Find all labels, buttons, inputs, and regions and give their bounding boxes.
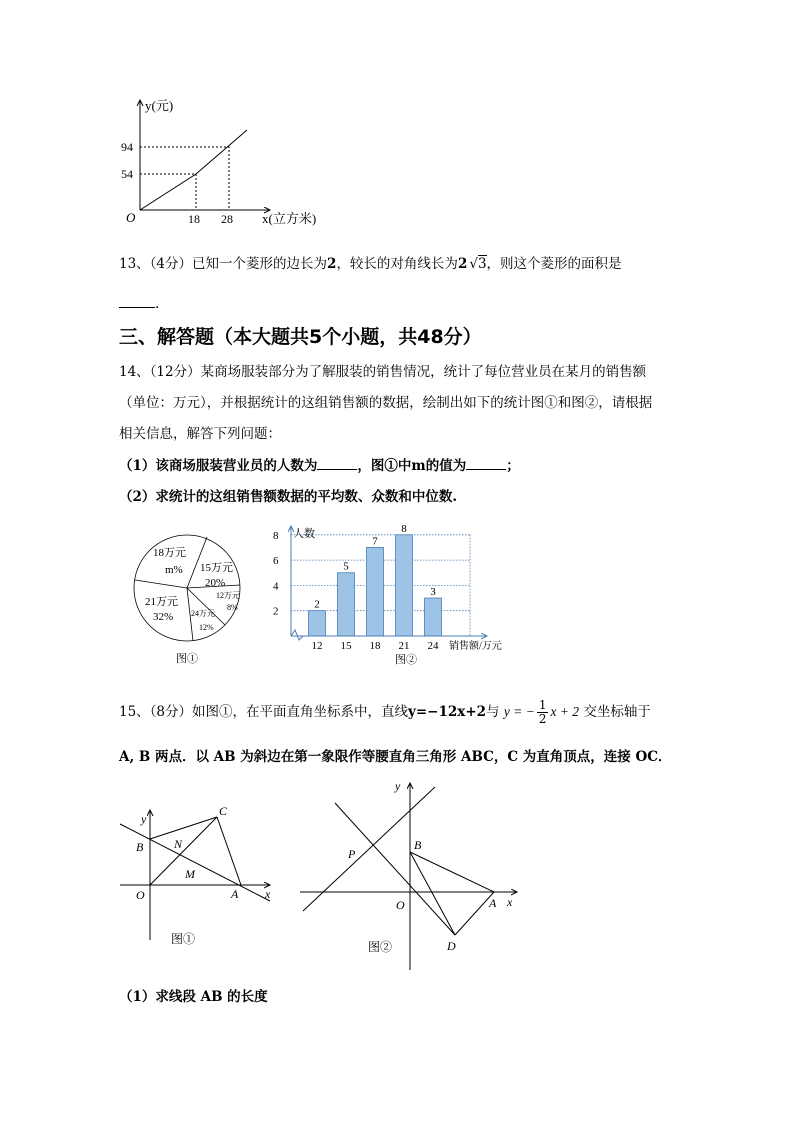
- q14-sub1-c: ；: [506, 458, 520, 474]
- pie-label-24: 24万元: [191, 609, 215, 618]
- q13-text-before: 已知一个菱形的边长为: [192, 256, 328, 272]
- bar-ylabel: 人数: [293, 528, 315, 540]
- x-tick-18: 18: [188, 212, 200, 226]
- figure-caption: 图①: [171, 932, 196, 946]
- q15-line1: [119, 699, 651, 726]
- pie-value-21: 32%: [153, 611, 174, 623]
- frac-den: 2: [538, 712, 547, 726]
- pie-label-21: 21万元: [145, 596, 178, 608]
- label-o: O: [136, 888, 145, 902]
- q14-blank-m[interactable]: [466, 455, 506, 470]
- segment-ca: [217, 817, 241, 885]
- frac-num: 1: [538, 698, 547, 712]
- pie-sector-line: [135, 580, 187, 588]
- cost-line: [140, 130, 247, 210]
- q15-sub1: （1）求线段 AB 的长度: [119, 989, 268, 1005]
- q15-number: 15、: [119, 704, 150, 720]
- q15-eq2-rhs: x + 2: [550, 704, 580, 719]
- q13-diag-root: 3: [477, 256, 487, 272]
- q15-score: （8分）: [149, 704, 193, 720]
- q14-blank-count[interactable]: [317, 455, 357, 470]
- x-tick-label: 21: [398, 640, 410, 652]
- y-tick-94: 94: [121, 140, 133, 154]
- q14-line2: （单位：万元），并根据统计的这组销售额的数据，绘制出如下的统计图①和图②，请根据: [119, 395, 653, 411]
- q14-sub1-a: （1）该商场服装营业员的人数为: [119, 458, 318, 474]
- q14-text-1: 某商场服装部分为了解服装的销售情况，统计了每位营业员在某月的销售额: [200, 364, 647, 380]
- q13-line: [119, 254, 622, 274]
- label-x: x: [265, 887, 271, 901]
- label-m: M: [185, 867, 195, 881]
- bar-12: [309, 611, 326, 636]
- bar-data-label: 5: [343, 560, 349, 573]
- q15-text-b: 与: [486, 704, 500, 720]
- q15-eq2-frac: [537, 699, 549, 726]
- figure-15-2: [295, 775, 525, 975]
- bar-data-label: 8: [401, 522, 407, 535]
- pie-label-15: 15万元: [200, 562, 233, 574]
- pie-value-15: 20%: [205, 577, 226, 589]
- pie-label-18: 18万元: [153, 547, 186, 559]
- x-tick-label: 12: [311, 640, 323, 652]
- label-n: N: [174, 837, 183, 851]
- q13-answer-line: [119, 293, 159, 314]
- x-tick-label: 15: [340, 640, 352, 652]
- label-y: y: [395, 779, 401, 793]
- y-tick-label: 4: [273, 580, 279, 593]
- q14-sub1: [119, 455, 520, 476]
- bar-24: [425, 598, 442, 636]
- x-tick-label: 24: [427, 640, 439, 652]
- q14-sub2: （2）求统计的这组销售额数据的平均数、众数和中位数.: [119, 489, 458, 505]
- x-tick-label: 18: [369, 640, 381, 652]
- segment-bc: [150, 817, 217, 839]
- q13-text-mid: ，较长的对角线长为: [336, 256, 458, 272]
- bar-21: [396, 535, 413, 636]
- q14-score: （12分）: [149, 364, 201, 380]
- q13-side: 2: [327, 256, 337, 272]
- q15-eq1: y=−12x+2: [408, 704, 487, 720]
- y-tick-label: 6: [273, 555, 279, 568]
- label-p: P: [348, 847, 356, 861]
- label-c: C: [219, 804, 228, 818]
- label-b: B: [414, 838, 422, 852]
- label-x: x: [507, 895, 513, 909]
- q15-text-c: 交坐标轴于: [583, 704, 651, 720]
- q13-text-after: ，则这个菱形的面积是: [486, 256, 622, 272]
- pie-label-12: 12万元: [216, 591, 240, 600]
- bar-caption: 图②: [395, 654, 417, 666]
- section-title: 三、解答题（本大题共5个小题，共48分）: [119, 326, 482, 348]
- q13-end: .: [155, 296, 160, 312]
- pie-value-24: 12%: [199, 623, 214, 632]
- origin-label: O: [126, 210, 136, 225]
- label-a: A: [231, 887, 239, 901]
- bar-18: [367, 547, 384, 636]
- q15-line2: A, B 两点．以 AB 为斜边在第一象限作等腰直角三角形 ABC，C 为直角顶点，连接 OC．: [119, 749, 672, 765]
- x-tick-28: 28: [221, 212, 233, 226]
- bar-xlabel: 销售额/万元: [449, 641, 502, 652]
- q12-graph: [115, 92, 345, 232]
- q13-answer-blank[interactable]: [119, 293, 155, 308]
- label-d: D: [447, 939, 456, 953]
- y-label: y(元): [145, 98, 174, 113]
- pie-value-12: 8%: [227, 603, 238, 612]
- bar-data-label: 7: [372, 535, 378, 548]
- bar-data-label: 3: [430, 586, 436, 599]
- axis-break: [291, 630, 303, 640]
- label-b: B: [136, 840, 144, 854]
- y-tick-label: 8: [273, 529, 279, 542]
- bar-data-label: 2: [314, 598, 320, 611]
- bar-15: [338, 573, 355, 636]
- figure-15-1: [110, 798, 285, 953]
- label-a: A: [489, 896, 497, 910]
- label-y: y: [141, 812, 147, 826]
- figure-caption: 图②: [368, 940, 393, 954]
- q14-sub1-b: ，图①中m的值为: [357, 458, 467, 474]
- pie-chart: [125, 528, 250, 668]
- line-pa: [335, 803, 455, 935]
- y-tick-54: 54: [121, 167, 133, 181]
- segment-ba: [410, 852, 494, 892]
- q15-text-a: 如图①，在平面直角坐标系中，直线: [192, 704, 409, 720]
- q15-eq2-lhs: y = −: [503, 704, 535, 719]
- q13-number: 13、: [119, 256, 150, 272]
- sqrt-symbol: √: [469, 256, 478, 272]
- pie-value-18: m%: [165, 564, 183, 576]
- label-o: O: [396, 898, 405, 912]
- q14-line3: 相关信息，解答下列问题：: [119, 426, 281, 442]
- q14-number: 14、: [119, 364, 150, 380]
- q14-line1: [119, 362, 646, 382]
- pie-caption: 图①: [176, 653, 198, 665]
- segment-oc: [150, 817, 217, 885]
- bar-chart: [265, 520, 515, 670]
- q13-diag-coef: 2: [457, 256, 468, 272]
- q13-score: （4分）: [149, 256, 193, 272]
- y-tick-label: 2: [273, 605, 279, 618]
- x-label: x(立方米): [262, 211, 317, 226]
